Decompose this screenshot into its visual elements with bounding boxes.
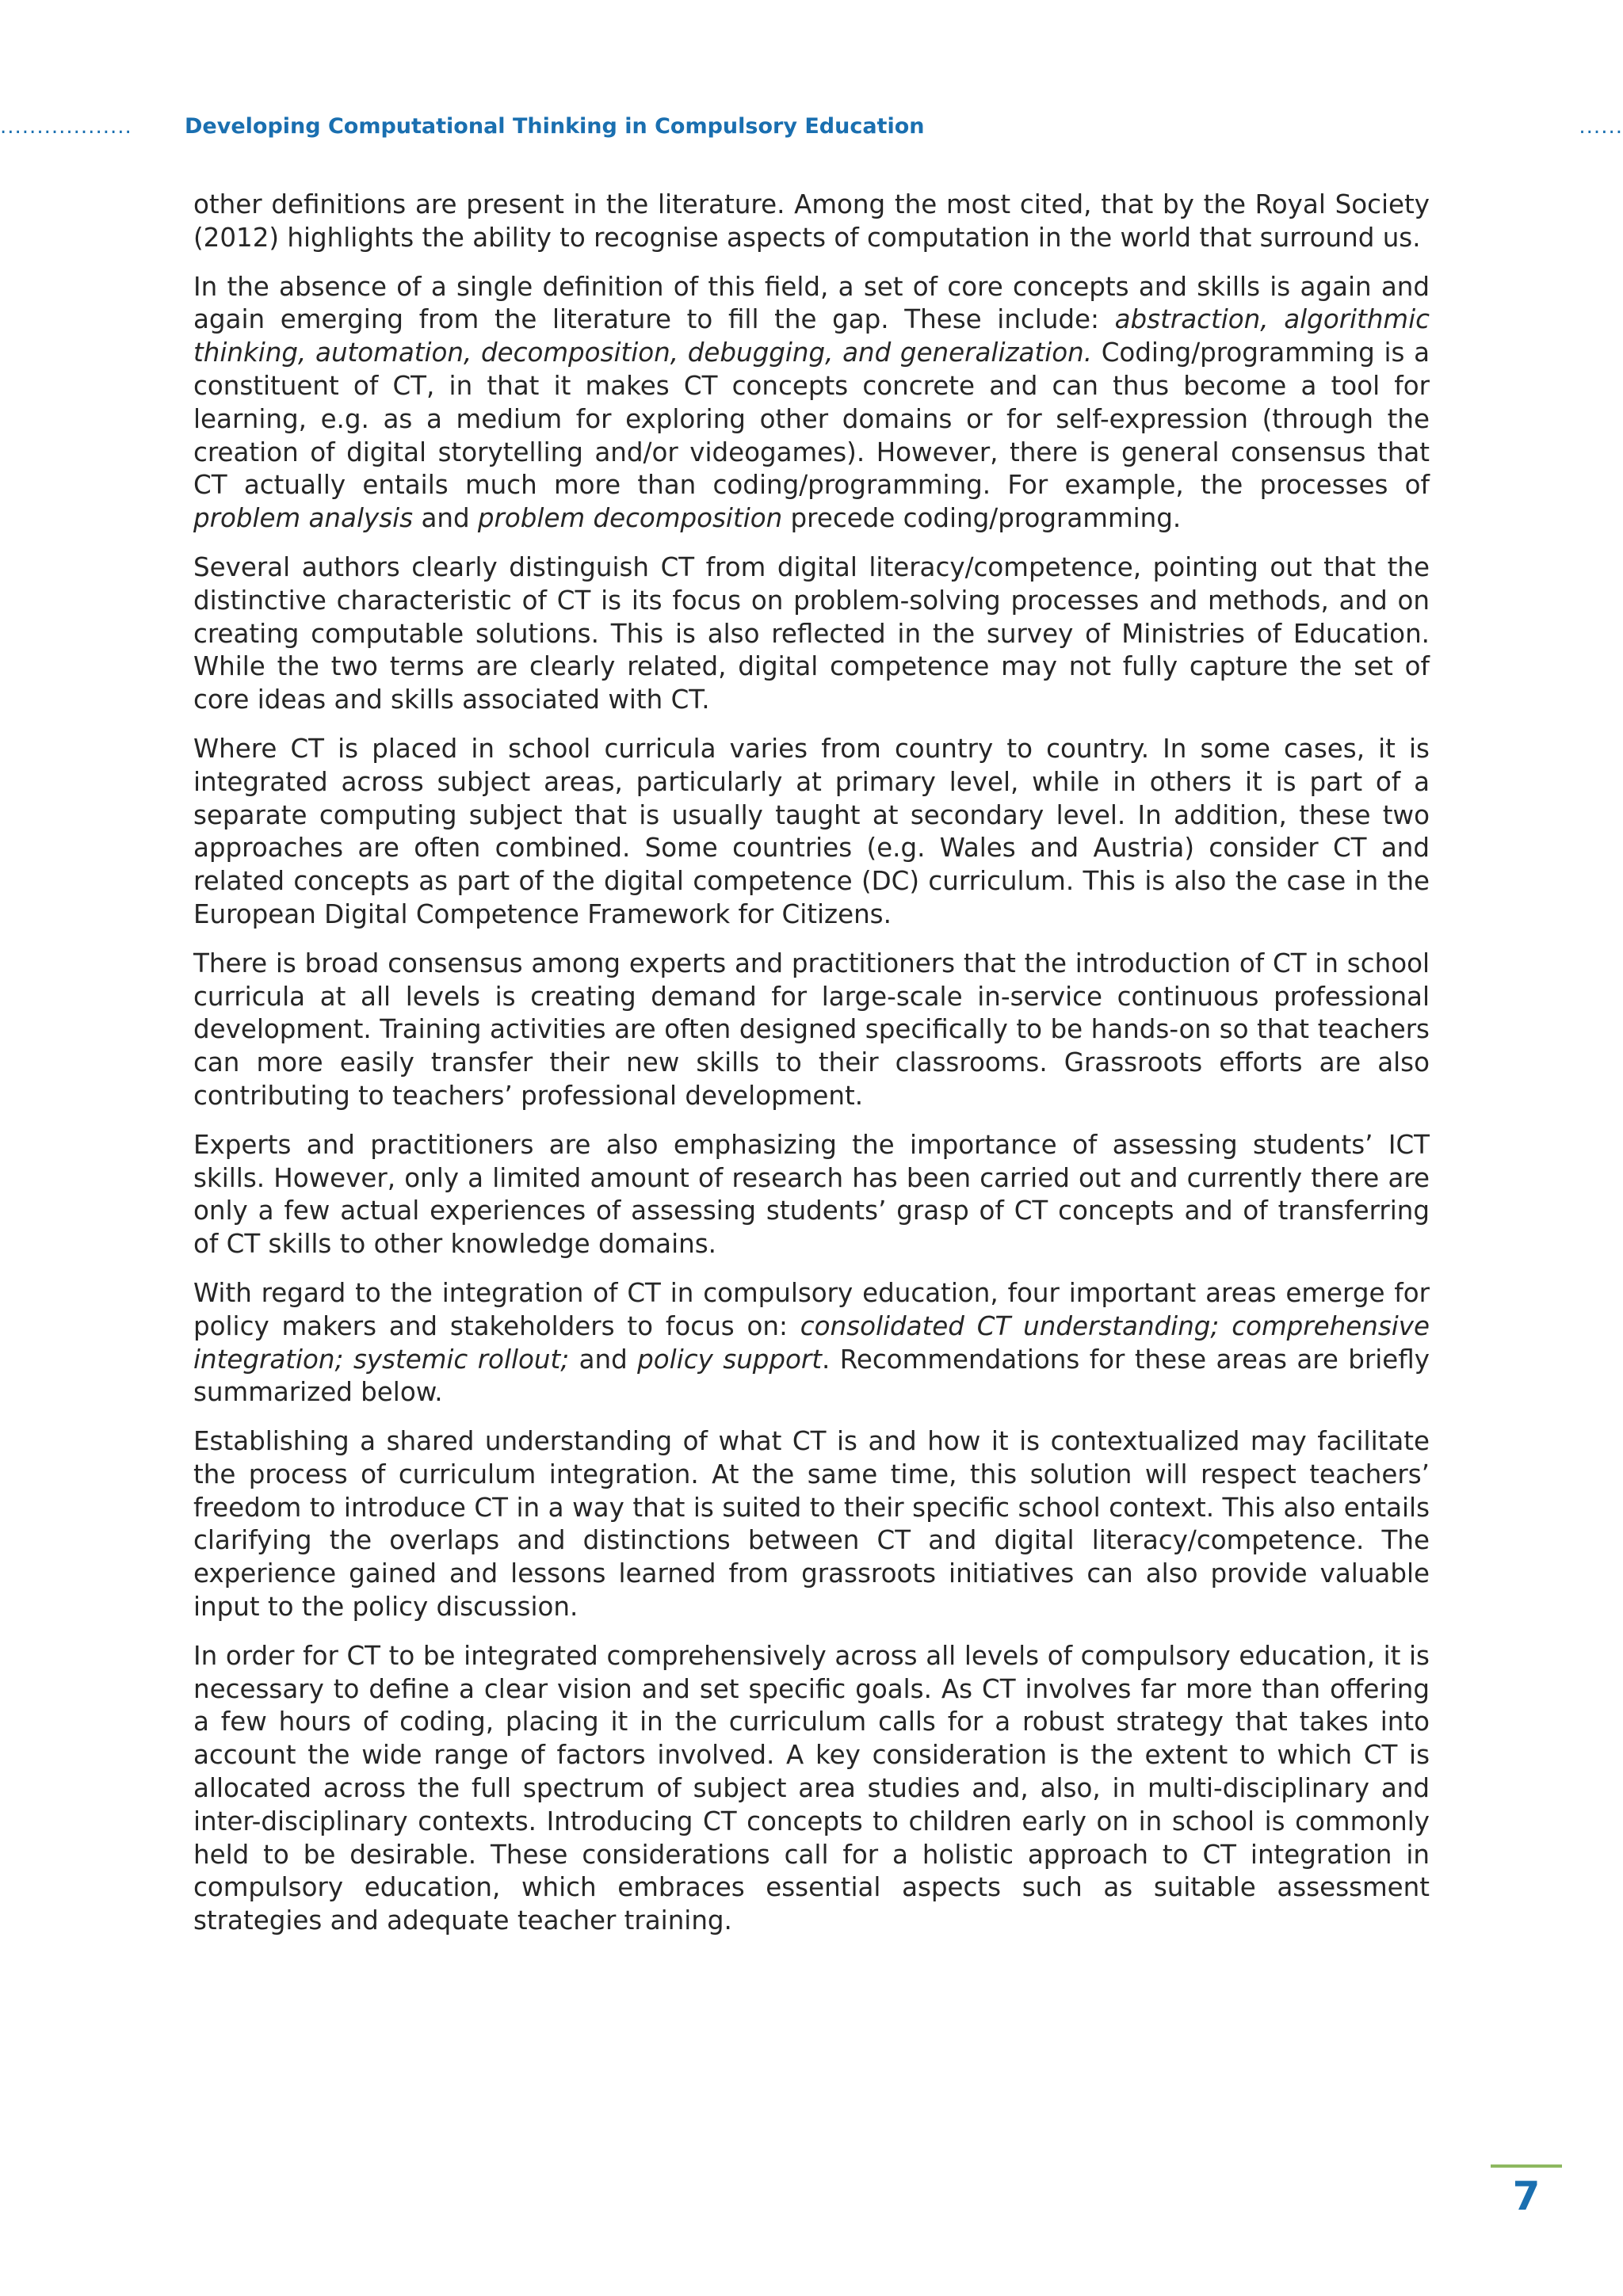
text-run: With regard to the integration of CT in compulsory education, four important areas emerge for policy makers and stakeholders to focus on: bbox=[193, 1277, 1430, 1341]
text-run: and bbox=[569, 1344, 638, 1375]
paragraph bbox=[193, 733, 1430, 932]
header-dots-left: .................. bbox=[0, 115, 132, 139]
body-text bbox=[193, 189, 1430, 1954]
paragraph bbox=[193, 189, 1430, 255]
text-run: and bbox=[413, 503, 478, 534]
italic-term: consolidated CT understanding; comprehensive integration; systemic rollout; bbox=[193, 1310, 1430, 1375]
italic-term: abstraction, algorithmic thinking, automation, decomposition, debugging, and generalization. bbox=[193, 304, 1430, 368]
text-run: Several authors clearly distinguish CT from digital literacy/competence, pointing out that the distinctive characteristic of CT is its focus on problem-solving processes and methods, and on creating computable solutions. This is also reflected in the survey of Ministries of Education. While the two terms are clearly related, digital competence may not fully capture the set of core ideas and skills associated with CT. bbox=[193, 551, 1430, 715]
paragraph bbox=[193, 1277, 1430, 1409]
text-run: Coding/programming is a constituent of CT, in that it makes CT concepts concrete and can thus become a tool for learning, e.g. as a medium for exploring other domains or for self-expression (through the creation of digital storytelling and/or videogames). However, there is general consensus that CT actually entails much more than coding/programming. For example, the processes of bbox=[193, 338, 1430, 501]
text-run: Where CT is placed in school curricula varies from country to country. In some cases, it is integrated across subject areas, particularly at primary level, while in others it is part of a separate computing subject that is usually taught at secondary level. In addition, these two approaches are often combined. Some countries (e.g. Wales and Austria) consider CT and related concepts as part of the digital competence (DC) curriculum. This is also the case in the European Digital Competence Framework for Citizens. bbox=[193, 733, 1430, 929]
paragraph bbox=[193, 1425, 1430, 1624]
paragraph bbox=[193, 551, 1430, 717]
paragraph bbox=[193, 271, 1430, 536]
text-run: other definitions are present in the literature. Among the most cited, that by the Royal Society (2012) highlights the ability to recognise aspects of computation in the world that surround us. bbox=[193, 189, 1430, 253]
text-run: There is broad consensus among experts and practitioners that the introduction of CT in school curricula at all levels is creating demand for large-scale in-service continuous professional development. Training activities are often designed specifically to be hands-on so that teachers can more easily transfer their new skills to their classrooms. Grassroots efforts are also contributing to teachers’ professional development. bbox=[193, 948, 1430, 1111]
text-run: Establishing a shared understanding of what CT is and how it is contextualized may facilitate the process of curriculum integration. At the same time, this solution will respect teachers’ freedom to introduce CT in a way that is suited to their specific school context. This also entails clarifying the overlaps and distinctions between CT and digital literacy/competence. The experience gained and lessons learned from grassroots initiatives can also provide valuable input to the policy discussion. bbox=[193, 1426, 1430, 1623]
text-run: Experts and practitioners are also emphasizing the importance of assessing students’ ICT skills. However, only a limited amount of research has been carried out and currently there are only a few actual experiences of assessing students’ grasp of CT concepts and of transferring of CT skills to other knowledge domains. bbox=[193, 1129, 1430, 1260]
running-header bbox=[0, 113, 1623, 144]
text-run: In the absence of a single definition of this field, a set of core concepts and skills is again and again emerging from the literature to fill the gap. These include: bbox=[193, 271, 1430, 335]
header-dots-right: ...... bbox=[1579, 115, 1623, 139]
page-number: 7 bbox=[1512, 2173, 1541, 2219]
page-number-rule bbox=[1491, 2164, 1562, 2168]
italic-term: problem decomposition bbox=[477, 503, 783, 534]
text-run: In order for CT to be integrated comprehensively across all levels of compulsory education, it is necessary to define a clear vision and set specific goals. As CT involves far more than offering a few hours of coding, placing it in the curriculum calls for a robust strategy that takes into account the wide range of factors involved. A key consideration is the extent to which CT is allocated across the full spectrum of subject area studies and, also, in multi-disciplinary and inter-disciplinary contexts. Introducing CT concepts to children early on in school is commonly held to be desirable. These considerations call for a holistic approach to CT integration in compulsory education, which embraces essential aspects such as suitable assessment strategies and adequate teacher training. bbox=[193, 1640, 1430, 1936]
paragraph bbox=[193, 1640, 1430, 1938]
text-run: . Recommendations for these areas are briefly summarized below. bbox=[193, 1344, 1430, 1408]
italic-term: problem analysis bbox=[193, 503, 414, 534]
text-run: precede coding/programming. bbox=[782, 503, 1182, 534]
italic-term: policy support bbox=[637, 1344, 823, 1375]
header-title: Developing Computational Thinking in Compulsory Education bbox=[185, 114, 925, 139]
paragraph bbox=[193, 1129, 1430, 1261]
paragraph bbox=[193, 948, 1430, 1113]
